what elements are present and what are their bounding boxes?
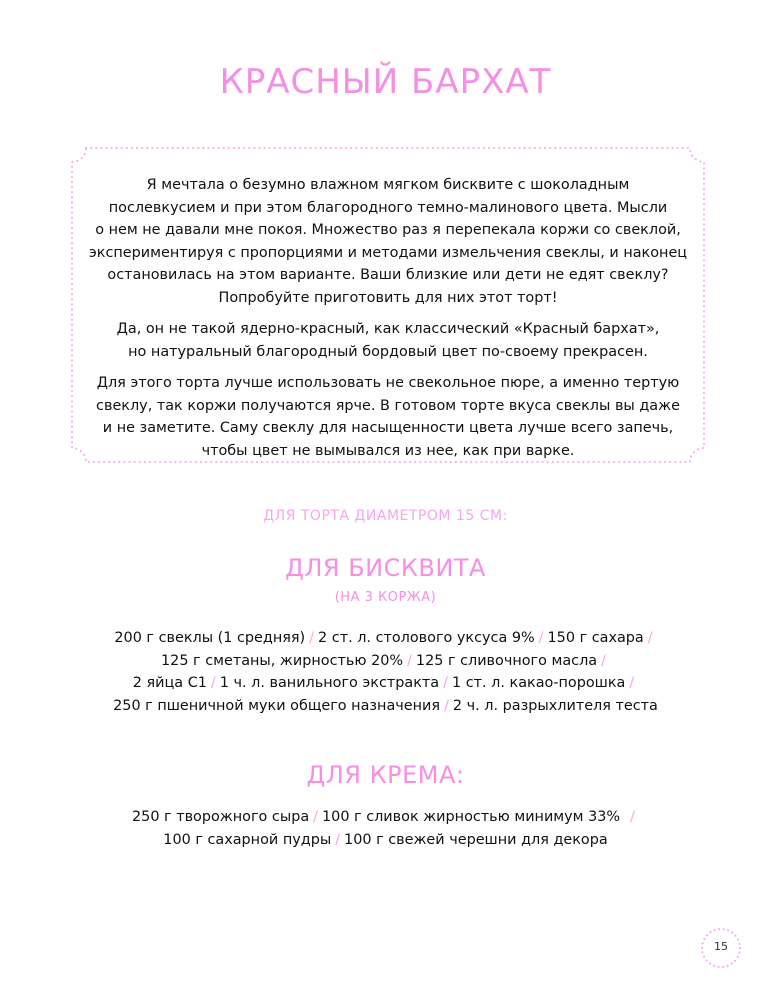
separator: / [407, 652, 412, 669]
sponge-ingredients [0, 627, 771, 717]
recipe-title: КРАСНЫЙ БАРХАТ [219, 62, 552, 102]
cream-ingredients [0, 806, 771, 851]
ingredient: 250 г пшеничной муки общего назначения [113, 697, 441, 714]
ingredient: 200 г свеклы (1 средняя) [114, 630, 306, 646]
intro-paragraph [88, 318, 688, 363]
ingredient: 250 г творожного сыра [132, 809, 310, 825]
separator: / [335, 831, 341, 848]
intro-text [88, 174, 688, 471]
ingredient: 1 ч. л. ванильного экстракта [219, 675, 440, 691]
intro-paragraph [88, 174, 688, 309]
separator: / [538, 630, 544, 646]
ingredient: 125 г сливочного масла [415, 652, 598, 669]
sponge-section-note: (НА 3 КОРЖА) [334, 590, 437, 605]
ingredient: 1 ст. л. какао-порошка [451, 675, 626, 691]
separator: / [444, 697, 449, 714]
ingredient: 100 г свежей черешни для декора [344, 831, 608, 848]
intro-line: и не заметите. Саму свеклу для насыщенности цвета лучше всего запечь, [102, 420, 674, 436]
ingredient-line [0, 627, 771, 650]
separator: / [443, 675, 448, 691]
cake-size-heading: ДЛЯ ТОРТА ДИАМЕТРОМ 15 СМ: [263, 508, 508, 524]
separator: / [601, 652, 606, 669]
cream-section-title: ДЛЯ КРЕМА: [306, 761, 465, 789]
intro-line: Для этого торта лучше использовать не свекольное пюре, а именно тертую [96, 375, 680, 391]
ingredient: 2 яйца С1 [132, 675, 207, 691]
separator: / [647, 630, 653, 646]
ingredient-line [0, 829, 771, 852]
intro-line: послевкусием и при этом благородного темно-малинового цвета. Мысли [108, 199, 668, 216]
intro-line: Я мечтала о безумно влажном мягком бисквите с шоколадным [146, 177, 630, 193]
intro-paragraph [88, 372, 688, 462]
separator: / [313, 809, 319, 825]
ingredient: 100 г сливок жирностью минимум 33% [322, 809, 621, 825]
ingredient-line [0, 672, 771, 695]
ingredient: 125 г сметаны, жирностью 20% [161, 652, 404, 669]
ingredient: 150 г сахара [547, 630, 644, 646]
intro-line: чтобы цвет не вымывался из нее, как при варке. [201, 442, 575, 459]
separator: / [309, 630, 315, 646]
intro-line: экспериментируя с пропорциями и методами измельчения свеклы, и наконец [88, 244, 688, 261]
separator: / [210, 675, 216, 691]
ingredient: 100 г сахарной пудры [163, 831, 332, 848]
ingredient: 2 ст. л. столового уксуса 9% [318, 630, 535, 646]
separator: / [630, 809, 635, 825]
page-number-badge [700, 927, 742, 969]
page-number: 15 [714, 940, 728, 953]
intro-frame [70, 146, 706, 464]
ingredient-line [0, 806, 771, 829]
intro-line: но натуральный благородный бордовый цвет по-своему прекрасен. [128, 343, 648, 360]
ingredient-line [0, 695, 771, 718]
intro-line: Попробуйте приготовить для них этот торт! [218, 289, 558, 306]
intro-line: остановилась на этом варианте. Ваши близкие или дети не едят свеклу? [107, 267, 669, 283]
sponge-section-title: ДЛЯ БИСКВИТА [285, 554, 486, 582]
separator: / [629, 675, 635, 691]
intro-line: свеклу, так коржи получаются ярче. В готовом торте вкуса свеклы вы даже [96, 397, 680, 414]
intro-line: Да, он не такой ядерно-красный, как классический «Красный бархат», [116, 321, 660, 337]
intro-line: о нем не давали мне покоя. Множество раз я перепекала коржи со свеклой, [95, 222, 681, 238]
ingredient: 2 ч. л. разрыхлителя теста [452, 697, 658, 714]
ingredient-line [0, 650, 771, 673]
